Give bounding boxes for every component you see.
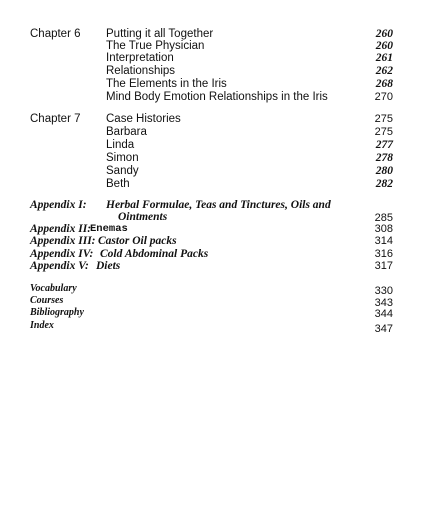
toc-row <box>0 319 445 333</box>
toc-entry-title: Case Histories <box>106 113 181 125</box>
toc-entry-page: 314 <box>374 235 393 247</box>
toc-row <box>0 77 445 91</box>
toc-entry-page: 268 <box>375 78 393 90</box>
toc-entry-title: The True Physician <box>106 40 205 52</box>
toc-entry-title: Beth <box>106 178 130 190</box>
toc-entry-title: Putting it all Together <box>106 28 214 40</box>
appendix-title: Castor Oil packs <box>98 235 177 247</box>
toc-row <box>0 306 445 320</box>
toc-entry-page: 343 <box>374 297 393 309</box>
toc-entry-page: 278 <box>375 152 393 164</box>
toc-entry-page: 282 <box>375 178 393 190</box>
toc-row <box>0 234 445 248</box>
appendix-title: Enemas <box>90 223 128 235</box>
appendix-label: Appendix II: <box>30 223 92 235</box>
chapter-label: Chapter 7 <box>30 113 81 125</box>
back-matter-title: Index <box>30 320 54 331</box>
appendix-title: Herbal Formulae, Teas and Tinctures, Oils and <box>106 199 331 211</box>
toc-entry-page: 308 <box>374 223 393 235</box>
toc-row <box>0 64 445 78</box>
toc-entry-title: Simon <box>106 152 139 164</box>
toc-entry-page: 280 <box>375 165 393 177</box>
toc-row <box>0 259 445 273</box>
toc-row <box>0 90 445 104</box>
appendix-label: Appendix I: <box>30 199 87 211</box>
appendix-label: Appendix III: <box>30 235 96 247</box>
toc-entry-title: Barbara <box>106 126 147 138</box>
toc-row <box>0 51 445 65</box>
toc-entry-page: 347 <box>374 323 393 335</box>
toc-entry-page: 277 <box>375 139 393 151</box>
chapter-label: Chapter 6 <box>30 28 81 40</box>
back-matter-title: Bibliography <box>30 307 84 318</box>
toc-entry-page: 317 <box>374 260 393 272</box>
toc-entry-page: 275 <box>374 126 393 138</box>
toc-row <box>0 112 445 126</box>
toc-entry-title: Sandy <box>106 165 139 177</box>
appendix-label: Appendix IV: <box>30 248 94 260</box>
toc-entry-page: 270 <box>374 91 393 103</box>
toc-entry-page: 316 <box>374 248 393 260</box>
appendix-title: Cold Abdominal Packs <box>100 248 209 260</box>
back-matter-title: Courses <box>30 295 64 306</box>
toc-entry-title: Linda <box>106 139 135 151</box>
toc-row <box>0 138 445 152</box>
toc-entry-title: Mind Body Emotion Relationships in the Iris <box>106 91 328 103</box>
toc-entry-page: 344 <box>374 308 393 320</box>
toc-entry-page: 261 <box>375 52 393 64</box>
toc-entry-page: 330 <box>374 285 393 297</box>
appendix-label: Appendix V: <box>30 260 89 272</box>
toc-entry-page: 262 <box>375 65 393 77</box>
toc-entry-title: Interpretation <box>106 52 174 64</box>
toc-row <box>0 164 445 178</box>
toc-entry-title: The Elements in the Iris <box>106 78 227 90</box>
toc-entry-page: 275 <box>374 113 393 125</box>
back-matter-title: Vocabulary <box>30 283 77 294</box>
toc-entry-title: Relationships <box>106 65 176 77</box>
appendix-title: Diets <box>96 260 121 272</box>
toc-entry-page: 285 <box>374 212 393 224</box>
toc-entry-page: 260 <box>375 40 393 52</box>
toc-row <box>0 125 445 139</box>
toc-row <box>0 151 445 165</box>
toc-entry-page: 260 <box>375 28 393 40</box>
toc-row <box>0 177 445 191</box>
appendix-title-continued: Ointments <box>118 211 168 223</box>
